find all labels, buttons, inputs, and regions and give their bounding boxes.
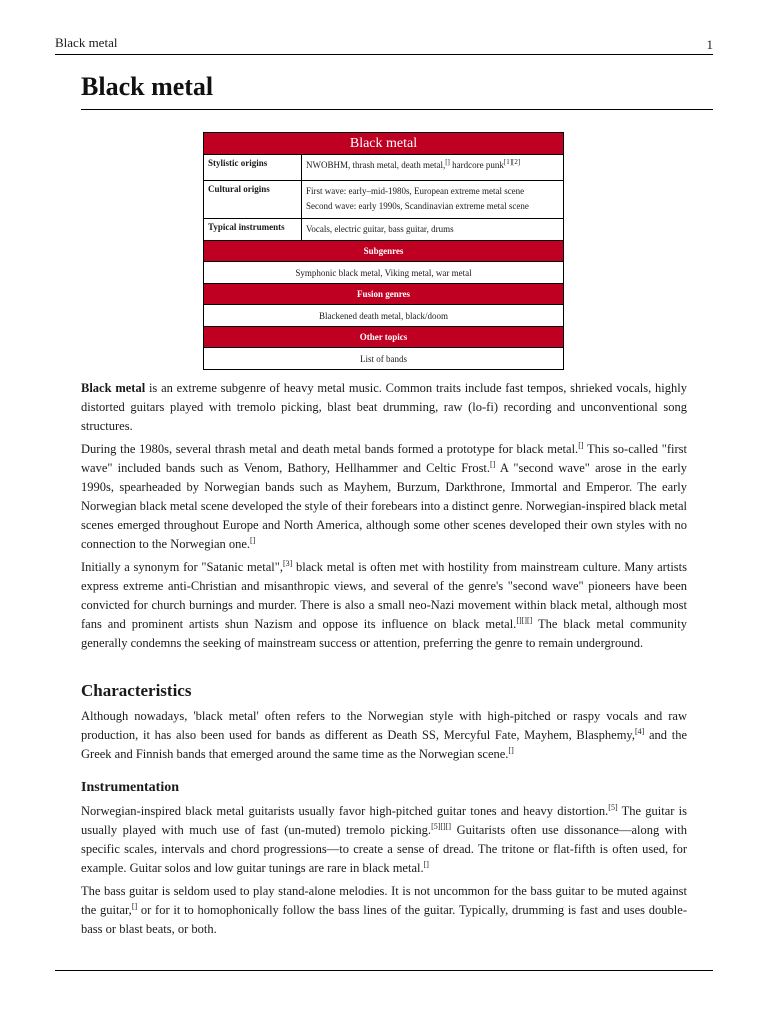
lead-term: Black metal [81, 381, 146, 395]
infobox-label-stylistic-origins: Stylistic origins [204, 155, 302, 181]
intro-paragraph-1: Black metal is an extreme subgenre of heavy metal music. Common traits include fast tempos, shrieked vocals, highly distorted guitars played with tremolo picking, blast beat drumming, raw (lo-fi) recording and unconventional song structures. [81, 381, 687, 433]
page-title: Black metal [81, 72, 214, 101]
citation-ref[interactable]: [] [445, 158, 450, 166]
infobox-label-typical-instruments: Typical instruments [204, 219, 302, 241]
citation-ref[interactable]: [5][][] [431, 821, 452, 831]
infobox-other-topics-list[interactable]: List of bands [204, 348, 564, 370]
citation-ref[interactable]: [3] [282, 558, 293, 568]
title-divider [81, 109, 713, 110]
infobox-value-cultural-origins [302, 181, 564, 219]
link-text[interactable]: hardcore punk [449, 160, 504, 170]
citation-ref[interactable]: [] [490, 459, 496, 469]
instrumentation-section [81, 802, 687, 943]
infobox-value-stylistic-origins [302, 155, 564, 181]
running-title: Black metal [55, 35, 118, 50]
infobox-subgenres-list[interactable]: Symphonic black metal, Viking metal, war metal [204, 262, 564, 284]
infobox-title: Black metal [204, 133, 564, 155]
infobox-label-cultural-origins: Cultural origins [204, 181, 302, 219]
footer-divider [55, 970, 713, 971]
citation-ref[interactable]: [1][2] [503, 158, 521, 166]
cultural-origins-line: Second wave: early 1990s, Scandinavian extreme metal scene [306, 201, 529, 211]
infobox-section-fusion-genres: Fusion genres [204, 284, 564, 305]
cultural-origins-line: First wave: early–mid-1980s, European extreme metal scene [306, 186, 525, 196]
infobox [203, 132, 564, 370]
intro-paragraph-3: Initially a synonym for "Satanic metal",[3] black metal is often met with hostility from mainstream culture. Many artists express extreme anti-Christian and misanthropic views, and several of the genre's "second wave" pioneers have been convicted for church burnings and murder. There is also a small neo-Nazi movement within black metal, although most fans and prominent artists shun Nazism and oppose its influence on black metal.[][][] The black metal community generally condemns the seeking of mainstream success or attention, preferring the genre to remain underground. [81, 558, 687, 650]
instrumentation-paragraph-1: Norwegian-inspired black metal guitarists usually favor high-pitched guitar tones and heavy distortion.[5] The guitar is usually played with much use of fast (un-muted) tremolo picking.[5][][] Guitarists often use dissonance—along with specific scales, intervals and chord progressions—to create a sense of dread. The tritone or flat-fifth is often used, for example. Guitar solos and low guitar tunings are rare in black metal.[] [81, 802, 687, 875]
infobox-value-typical-instruments[interactable]: Vocals, electric guitar, bass guitar, drums [302, 219, 564, 241]
intro-section [81, 379, 687, 657]
citation-ref[interactable]: [5] [608, 802, 618, 812]
instrumentation-paragraph-2: The bass guitar is seldom used to play stand-alone melodies. It is not uncommon for the bass guitar to be muted against the guitar,[] or for it to homophonically follow the bass lines of the guitar. Typically, drumming is fast and uses double-bass or blast beats, or both. [81, 884, 687, 936]
citation-ref[interactable]: [] [131, 901, 138, 911]
link-text[interactable]: NWOBHM, thrash metal, death metal, [306, 160, 446, 170]
infobox-section-other-topics: Other topics [204, 327, 564, 348]
subsection-heading-instrumentation: Instrumentation [81, 780, 180, 795]
running-header [55, 35, 713, 55]
characteristics-paragraph: Although nowadays, 'black metal' often refers to the Norwegian style with high-pitched or raspy vocals and raw production, it has also been used for bands as different as Death SS, Mercyful Fate, Mayhem, Blasphemy,[4] and the Greek and Finnish bands that emerged around the same time as the Norwegian scene.[] [81, 709, 687, 761]
infobox-section-subgenres: Subgenres [204, 241, 564, 262]
characteristics-section [81, 707, 687, 768]
citation-ref[interactable]: [] [250, 535, 256, 545]
citation-ref[interactable]: [] [508, 745, 514, 755]
intro-paragraph-2: During the 1980s, several thrash metal and death metal bands formed a prototype for black metal.[] This so-called "first wave" included bands such as Venom, Bathory, Hellhammer and Celtic Frost.[] A "second wave" arose in the early 1990s, spearheaded by Norwegian bands such as Mayhem, Burzum, Darkthrone, Immortal and Emperor. The early Norwegian black metal scene developed the style of their forebears into a distinct genre. Norwegian-inspired black metal scenes emerged throughout Europe and North America, although some other scenes developed their own styles with no connection to the Norwegian one.[] [81, 440, 688, 551]
page-number: 1 [706, 37, 713, 52]
citation-ref[interactable]: [4] [634, 726, 645, 736]
infobox-fusion-genres-list[interactable]: Blackened death metal, black/doom [204, 305, 564, 327]
section-heading-characteristics: Characteristics [81, 681, 192, 700]
citation-ref[interactable]: [] [423, 859, 429, 869]
citation-ref[interactable]: [][][] [516, 615, 533, 625]
citation-ref[interactable]: [] [578, 440, 584, 450]
